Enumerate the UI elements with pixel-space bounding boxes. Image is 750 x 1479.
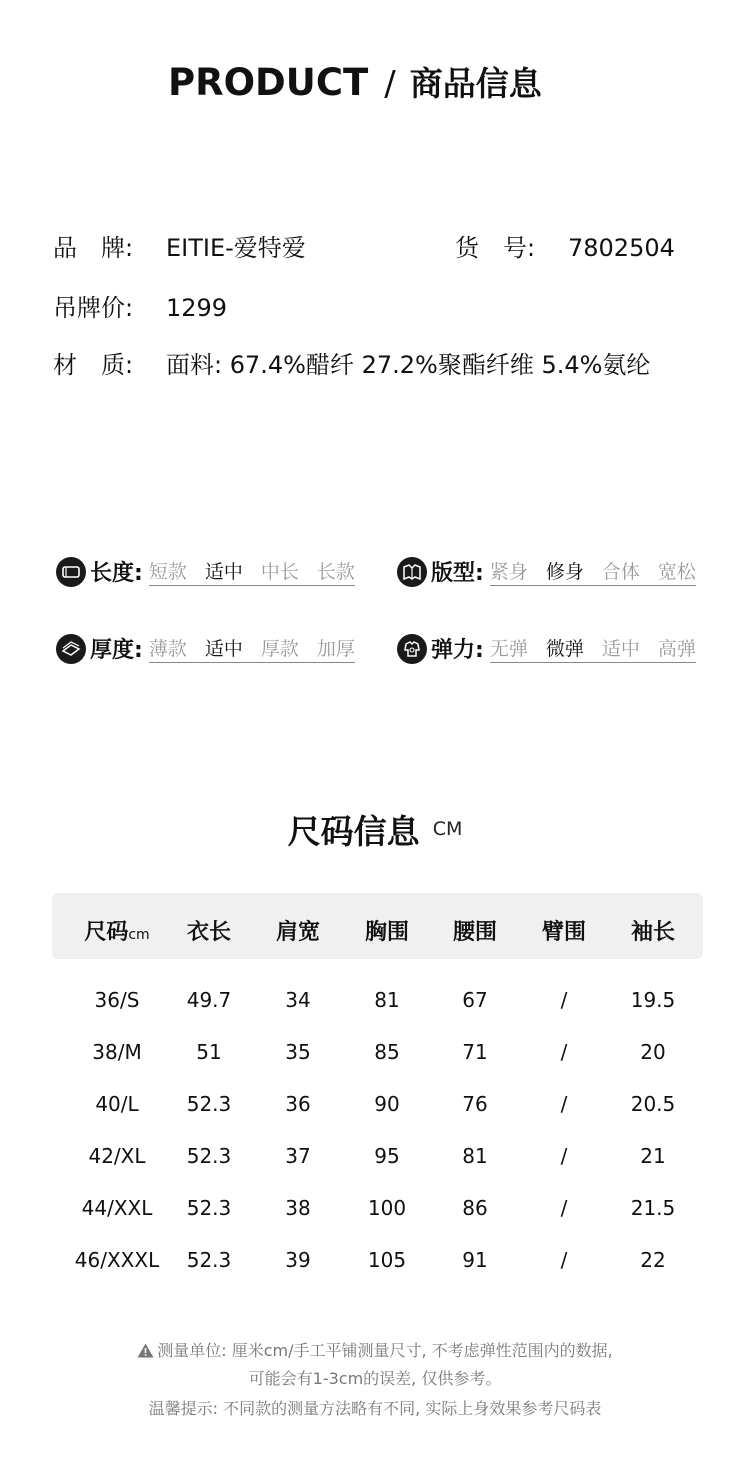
cell-sleeve: 21.5 xyxy=(630,1196,676,1220)
option-length-1: 适中 xyxy=(204,561,243,583)
cell-chest: 90 xyxy=(374,1092,400,1116)
table-row xyxy=(52,1144,703,1172)
cell-chest: 100 xyxy=(367,1196,407,1220)
header-size: 尺码cm xyxy=(84,920,150,945)
size-title-text: 尺码信息 xyxy=(287,812,420,851)
attr-elasticity-name: 弹力: xyxy=(431,638,484,663)
material-label: 材 质: xyxy=(53,351,134,379)
cell-arm: / xyxy=(560,1144,568,1168)
header-arm: 臂围 xyxy=(541,920,586,945)
cell-shoulder: 36 xyxy=(285,1092,311,1116)
note-line-1 xyxy=(0,1338,750,1362)
cell-length: 52.3 xyxy=(186,1092,232,1116)
cell-chest: 95 xyxy=(374,1144,400,1168)
option-fit-1: 修身 xyxy=(545,561,584,583)
cell-shoulder: 35 xyxy=(285,1040,311,1064)
header-shoulder: 肩宽 xyxy=(275,920,320,945)
cell-arm: / xyxy=(560,1248,568,1272)
option-elasticity-0: 无弹 xyxy=(489,638,528,660)
attr-fit-name: 版型: xyxy=(431,561,484,586)
cell-shoulder: 39 xyxy=(285,1248,311,1272)
size-title-unit: CM xyxy=(432,818,463,840)
option-elasticity-2: 适中 xyxy=(601,638,640,660)
cell-chest: 105 xyxy=(367,1248,407,1272)
cell-shoulder: 34 xyxy=(285,988,311,1012)
option-elasticity-3: 高弹 xyxy=(657,638,696,660)
cell-size: 40/L xyxy=(95,1092,139,1116)
table-row xyxy=(52,1092,703,1120)
cell-size: 44/XXL xyxy=(81,1196,153,1220)
attr-thickness-name: 厚度: xyxy=(90,638,143,663)
cell-length: 49.7 xyxy=(186,988,232,1012)
size-table-body xyxy=(52,0,703,1479)
title-zh: 商品信息 xyxy=(409,64,542,103)
cell-shoulder: 38 xyxy=(285,1196,311,1220)
table-row xyxy=(52,1248,703,1276)
cell-arm: / xyxy=(560,988,568,1012)
cell-waist: 81 xyxy=(462,1144,488,1168)
option-thickness-1: 适中 xyxy=(204,638,243,660)
note-line-2: 可能会有1-3cm的误差, 仅供参考。 xyxy=(248,1369,502,1388)
price-label: 吊牌价: xyxy=(53,294,134,322)
option-fit-3: 宽松 xyxy=(657,561,696,583)
material-value: 面料: 67.4%醋纤 27.2%聚酯纤维 5.4%氨纶 xyxy=(166,351,651,379)
cell-waist: 91 xyxy=(462,1248,488,1272)
table-row xyxy=(52,1196,703,1224)
cell-sleeve: 20.5 xyxy=(630,1092,676,1116)
option-thickness-2: 厚款 xyxy=(260,638,299,660)
title-slash: / xyxy=(384,64,396,104)
option-length-0: 短款 xyxy=(148,561,187,583)
cell-waist: 67 xyxy=(462,988,488,1012)
note-line-3: 温馨提示: 不同款的测量方法略有不同, 实际上身效果参考尺码表 xyxy=(148,1399,602,1418)
cell-arm: / xyxy=(560,1196,568,1220)
header-length: 衣长 xyxy=(186,920,231,945)
header-waist: 腰围 xyxy=(452,920,497,945)
cell-waist: 76 xyxy=(462,1092,488,1116)
cell-size: 36/S xyxy=(94,988,140,1012)
option-fit-2: 合体 xyxy=(601,561,640,583)
warning-icon xyxy=(137,1343,154,1362)
option-length-3: 长款 xyxy=(316,561,355,583)
cell-waist: 86 xyxy=(462,1196,488,1220)
cell-size: 42/XL xyxy=(88,1144,146,1168)
cell-size: 46/XXXL xyxy=(74,1248,160,1272)
note-text-1: 测量单位: 厘米cm/手工平铺测量尺寸, 不考虑弹性范围内的数据, xyxy=(157,1341,613,1360)
option-fit-0: 紧身 xyxy=(489,561,528,583)
brand-label: 品 牌: xyxy=(53,234,134,262)
option-length-2: 中长 xyxy=(260,561,299,583)
cell-length: 52.3 xyxy=(186,1144,232,1168)
cell-sleeve: 22 xyxy=(640,1248,666,1272)
option-thickness-0: 薄款 xyxy=(148,638,187,660)
cell-chest: 81 xyxy=(374,988,400,1012)
price-value: 1299 xyxy=(166,294,228,322)
option-thickness-3: 加厚 xyxy=(316,638,355,660)
option-elasticity-1: 微弹 xyxy=(545,638,584,660)
cell-length: 51 xyxy=(196,1040,222,1064)
cell-shoulder: 37 xyxy=(285,1144,311,1168)
brand-value: EITIE-爱特爱 xyxy=(166,234,306,262)
cell-chest: 85 xyxy=(374,1040,400,1064)
attr-length-name: 长度: xyxy=(90,561,143,586)
header-chest: 胸围 xyxy=(364,920,409,945)
cell-length: 52.3 xyxy=(186,1248,232,1272)
cell-size: 38/M xyxy=(92,1040,142,1064)
cell-length: 52.3 xyxy=(186,1196,232,1220)
header-size-unit: cm xyxy=(128,927,150,943)
sku-value: 7802504 xyxy=(568,234,675,262)
header-sleeve: 袖长 xyxy=(630,920,675,945)
cell-sleeve: 19.5 xyxy=(630,988,676,1012)
cell-arm: / xyxy=(560,1040,568,1064)
title-en: PRODUCT xyxy=(168,61,369,104)
table-row xyxy=(52,1040,703,1068)
sku-label: 货 号: xyxy=(455,234,536,262)
cell-waist: 71 xyxy=(462,1040,488,1064)
cell-sleeve: 20 xyxy=(640,1040,666,1064)
table-row xyxy=(52,988,703,1016)
cell-sleeve: 21 xyxy=(640,1144,666,1168)
cell-arm: / xyxy=(560,1092,568,1116)
